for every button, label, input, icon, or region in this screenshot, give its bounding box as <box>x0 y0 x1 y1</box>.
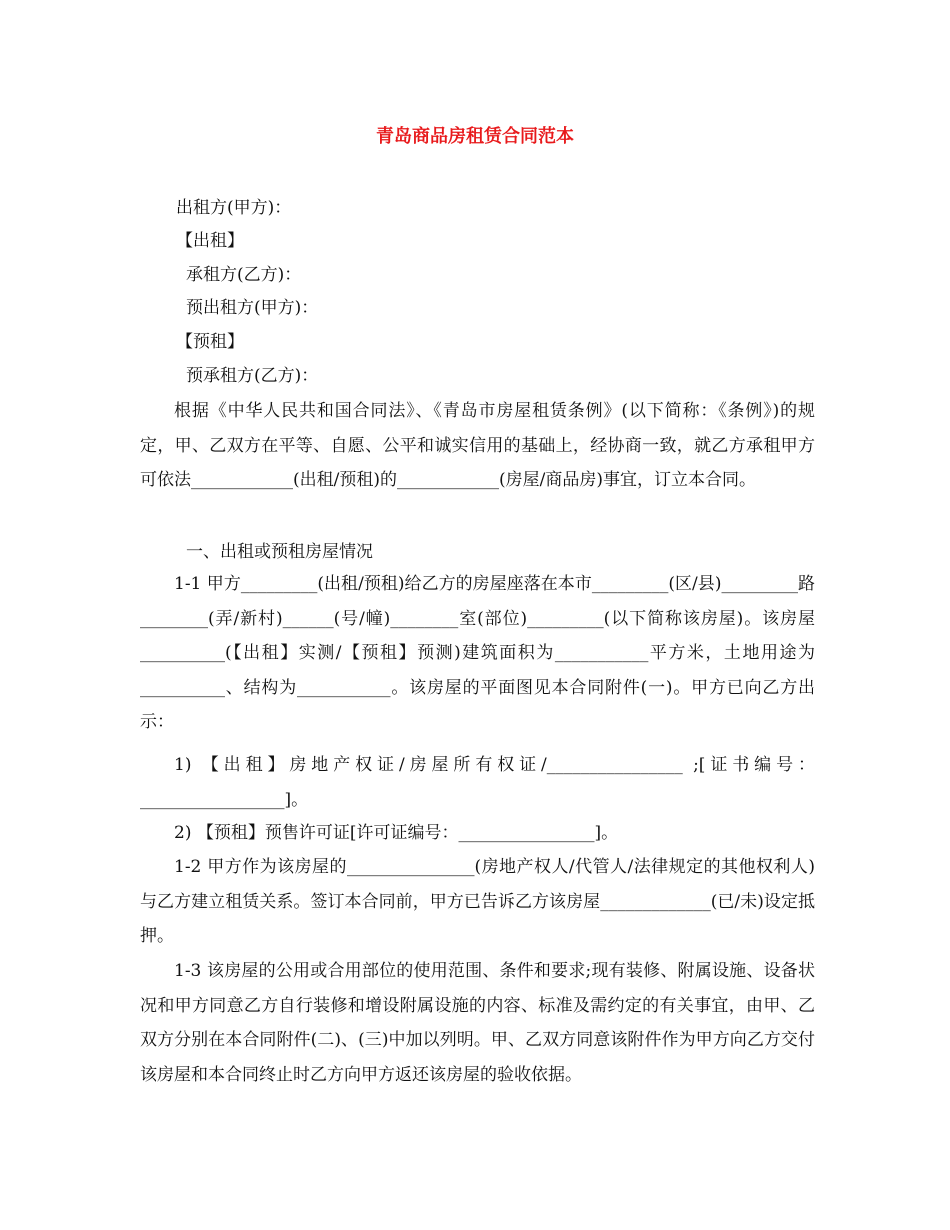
clause-1-1-item-1: 1) 【出租】房地产权证/房屋所有权证/________________ ;[证书编号：_________________]。 <box>140 755 815 810</box>
pre-lessee-line: 预承租方(乙方)： <box>186 366 319 386</box>
lessee-line: 承租方(乙方)： <box>186 265 302 285</box>
document-title: 青岛商品房租赁合同范本 <box>376 126 574 147</box>
section-1-heading: 一、出租或预租房屋情况 <box>186 542 373 562</box>
clause-1-2: 1-2 甲方作为该房屋的_______________(房地产权人/代管人/法律规定的其他权利人)与乙方建立租赁关系。签订本合同前，甲方已告诉乙方该房屋_____________(已/未)设定抵押。 <box>140 857 815 947</box>
prerent-tag-line: 【预租】 <box>176 332 244 352</box>
lessor-line: 出租方(甲方)： <box>176 198 292 218</box>
pre-lessor-line: 预出租方(甲方)： <box>186 298 319 318</box>
basis-paragraph: 根据《中华人民共和国合同法》、《青岛市房屋租赁条例》(以下简称：《条例》)的规定，甲、乙双方在平等、自愿、公平和诚实信用的基础上，经协商一致，就乙方承租甲方可依法____________(出租/预租)的____________(房屋/商品房)事宜，订立本合同。 <box>140 401 815 491</box>
clause-1-1-item-2: 2) 【预租】预售许可证[许可证编号：________________]。 <box>174 823 619 843</box>
clause-1-3: 1-3 该房屋的公用或合用部位的使用范围、条件和要求;现有装修、附属设施、设备状况和甲方同意乙方自行装修和增设附属设施的内容、标准及需约定的有关事宜，由甲、乙双方分别在本合同附件(二)、(三)中加以列明。甲、乙双方同意该附件作为甲方向乙方交付该房屋和本合同终止时乙方向甲方返还该房屋的验收依据。 <box>140 961 815 1085</box>
clause-1-1: 1-1 甲方_________(出租/预租)给乙方的房屋座落在本市_________(区/县)_________路________(弄/新村)______(号/幢)________室(部位)_________(以下简称该房屋)。该房屋__________(【出租】实测/【预租】预测)建筑面积为___________平方米，土地用途为__________、结构为___________。该房屋的平面图见本合同附件(一)。甲方已向乙方出示： <box>140 574 815 733</box>
rent-tag-line: 【出租】 <box>176 231 244 251</box>
